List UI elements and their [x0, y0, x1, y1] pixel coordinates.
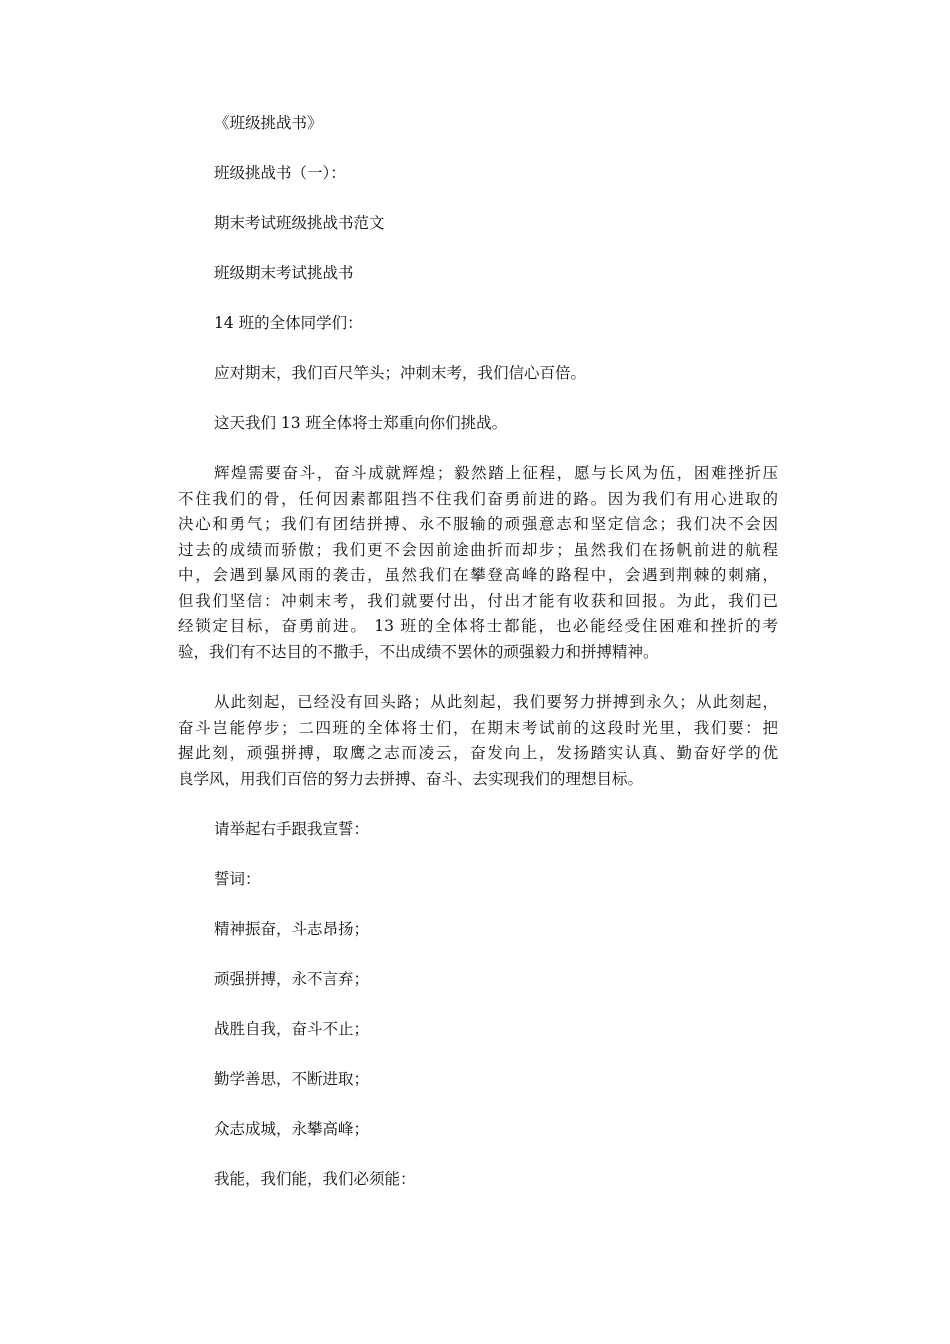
paragraph-line: 决心和勇气；我们有团结拼搏、永不服输的顽强意志和坚定信念；我们决不会因 [178, 515, 778, 533]
oath-line: 顽强拼搏，永不言弃； [214, 970, 370, 988]
heading-sample-essay: 期末考试班级挑战书范文 [214, 214, 385, 232]
intro-line-1: 应对期末，我们百尺竿头；冲刺末考，我们信心百倍。 [214, 364, 587, 382]
paragraph-line: 良学风，用我们百倍的努力去拼搏、奋斗、去实现我们的理想目标。 [178, 769, 644, 788]
oath-label: 誓词： [214, 870, 261, 888]
salutation: 14 班的全体同学们： [214, 314, 363, 332]
paragraph-line: 不住我们的骨，任何因素都阻挡不住我们奋勇前进的路。因为我们有用心进取的 [178, 489, 778, 508]
paragraph-line: 握此刻，顽强拼搏，取鹰之志而凌云，奋发向上，发扬踏实认真、勤奋好学的优 [178, 744, 778, 762]
heading-final-exam-challenge: 班级期末考试挑战书 [214, 264, 354, 282]
body-paragraph-2 [178, 690, 778, 792]
paragraph-line: 奋斗岂能停步；二四班的全体将士们，在期末考试前的这段时光里，我们要：把 [178, 718, 778, 737]
heading-challenge-one: 班级挑战书（一）： [214, 164, 346, 182]
oath-line: 我能，我们能，我们必须能： [214, 1170, 416, 1188]
oath-line: 勤学善思，不断进取； [214, 1070, 370, 1088]
oath-line: 战胜自我，奋斗不止； [214, 1020, 370, 1038]
paragraph-line: 辉煌需要奋斗，奋斗成就辉煌；毅然踏上征程，愿与长风为伍，困难挫折压 [214, 464, 778, 482]
oath-intro: 请举起右手跟我宣誓： [214, 820, 370, 838]
document-body [178, 111, 778, 1217]
paragraph-line: 但我们坚信：冲刺末考，我们就要付出，付出才能有收获和回报。为此，我们已 [178, 591, 778, 610]
paragraph-line: 从此刻起，已经没有回头路；从此刻起，我们要努力拼搏到永久；从此刻起， [214, 693, 778, 711]
body-paragraph-1 [178, 461, 778, 665]
intro-line-2: 这天我们 13 班全体将士郑重向你们挑战。 [214, 414, 508, 432]
paragraph-line: 验，我们有不达目的不撒手，不出成绩不罢休的顽强毅力和拼搏精神。 [178, 642, 659, 661]
paragraph-line: 经锁定目标，奋勇前进。 13 班的全体将士都能，也必能经受住困难和挫折的考 [178, 617, 778, 635]
oath-line: 众志成城，永攀高峰； [214, 1120, 370, 1138]
oath-line: 精神振奋，斗志昂扬； [214, 920, 370, 938]
paragraph-line: 过去的成绩而骄傲；我们更不会因前途曲折而却步；虽然我们在扬帆前进的航程 [178, 540, 778, 559]
document-title: 《班级挑战书》 [214, 114, 323, 132]
paragraph-line: 中，会遇到暴风雨的袭击，虽然我们在攀登高峰的路程中，会遇到荆棘的刺痛， [178, 566, 778, 584]
